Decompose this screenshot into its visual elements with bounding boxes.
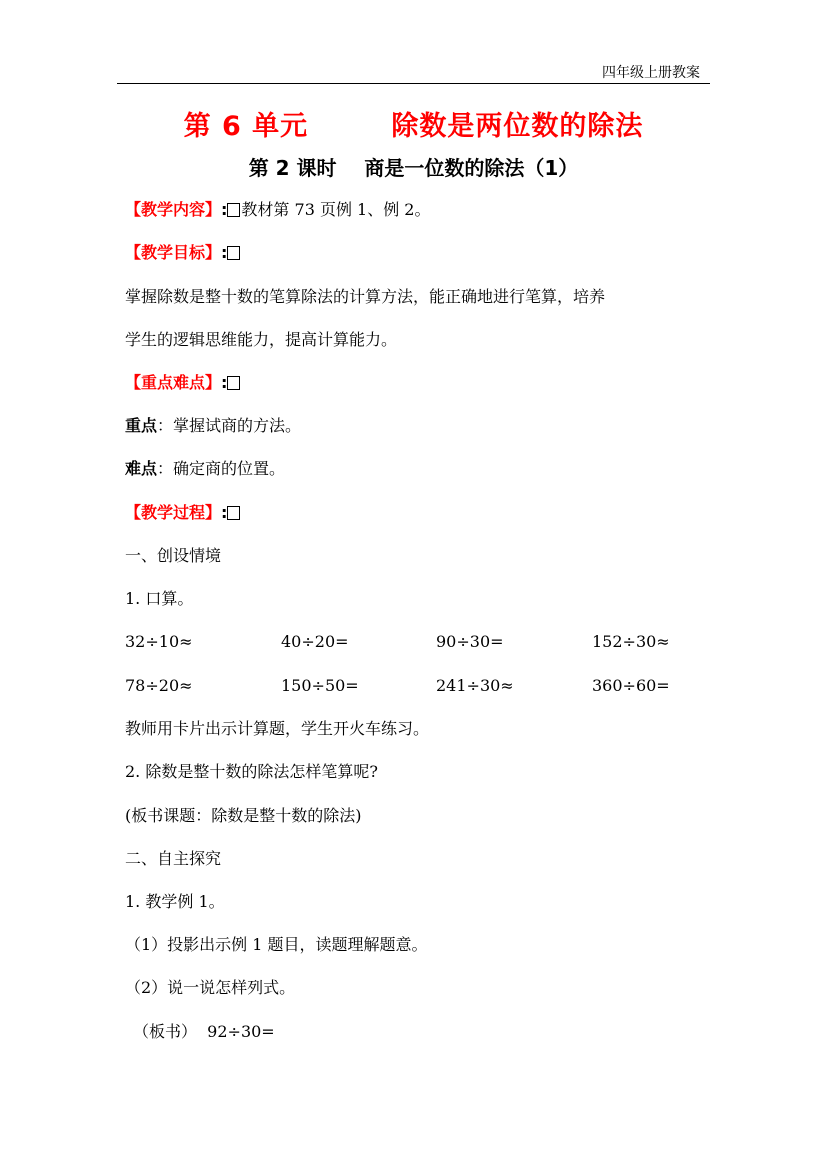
teaching-content-label: 【教学内容】	[125, 200, 222, 219]
difficult-point	[125, 458, 285, 480]
sub-item-1: （1）投影出示例 1 题目，读题理解题意。	[125, 935, 428, 954]
calc-item: 241÷30≈	[436, 676, 514, 695]
header-rule	[117, 83, 710, 84]
key-points-label: 【重点难点】	[125, 373, 222, 392]
difficult-point-label: 难点	[125, 459, 158, 478]
teaching-content	[125, 199, 431, 221]
key-points-heading	[125, 372, 241, 394]
checkbox-icon	[227, 246, 240, 260]
teaching-goals-label: 【教学目标】	[125, 243, 222, 262]
checkbox-icon	[227, 506, 240, 520]
calc-item: 40÷20=	[281, 632, 349, 651]
separator: :	[221, 373, 228, 392]
unit-title: 第 6 单元 除数是两位数的除法	[183, 111, 644, 142]
separator: :	[221, 200, 228, 219]
calc-item: 32÷10≈	[125, 632, 193, 651]
key-point-label: 重点	[125, 416, 158, 435]
calc-item: 360÷60=	[592, 676, 670, 695]
checkbox-icon	[227, 203, 240, 217]
section-2-heading: 二、自主探究	[125, 849, 222, 868]
sub-item-2: （2）说一说怎样列式。	[125, 978, 296, 997]
header-text: 四年级上册教案	[602, 65, 700, 81]
item-example-1: 1. 教学例 1。	[125, 892, 225, 911]
item-question: 2. 除数是整十数的除法怎样笔算呢?	[125, 762, 378, 781]
teaching-goals-heading	[125, 242, 241, 264]
separator: :	[221, 243, 228, 262]
calc-item: 150÷50=	[281, 676, 359, 695]
checkbox-icon	[227, 376, 240, 390]
paragraph-board-title: (板书课题：除数是整十数的除法)	[125, 806, 362, 825]
calc-item: 78÷20≈	[125, 676, 193, 695]
separator: :	[221, 503, 228, 522]
item-oral-calc: 1. 口算。	[125, 589, 194, 608]
section-1-heading: 一、创设情境	[125, 546, 222, 565]
goals-line-1: 掌握除数是整十数的笔算除法的计算方法，能正确地进行笔算，培养	[125, 287, 606, 306]
difficult-point-text: ：确定商的位置。	[157, 459, 286, 478]
key-point	[125, 415, 301, 437]
lesson-title: 第 2 课时 商是一位数的除法（1）	[248, 156, 579, 180]
teaching-process-heading	[125, 502, 241, 524]
teaching-content-text: 教材第 73 页例 1、例 2。	[241, 200, 431, 219]
board-equation: （板书） 92÷30=	[133, 1022, 275, 1041]
teaching-process-label: 【教学过程】	[125, 503, 222, 522]
calc-item: 90÷30=	[436, 632, 504, 651]
paragraph-cards: 教师用卡片出示计算题，学生开火车练习。	[125, 719, 430, 738]
key-point-text: ：掌握试商的方法。	[157, 416, 302, 435]
calc-item: 152÷30≈	[592, 632, 670, 651]
goals-line-2: 学生的逻辑思维能力，提高计算能力。	[125, 330, 398, 349]
